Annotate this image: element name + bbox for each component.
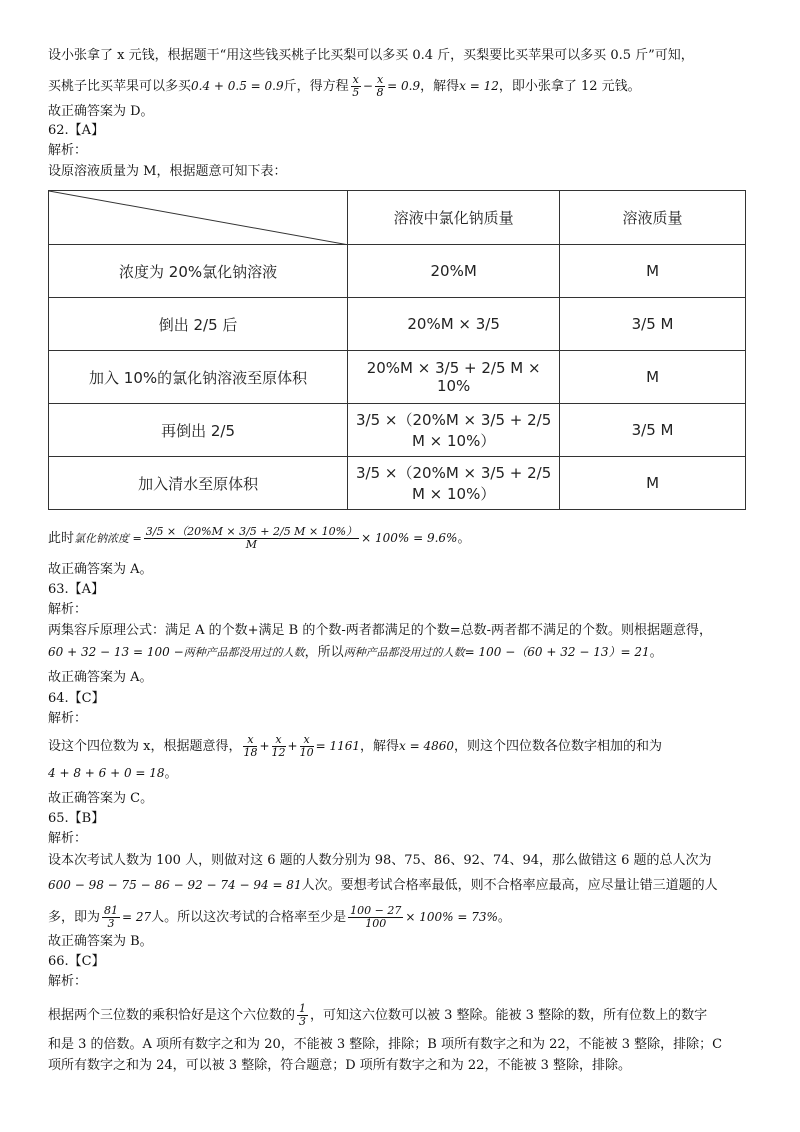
formula: x = 12 [459, 79, 499, 93]
text-span: 买桃子比买苹果可以多买 [48, 79, 192, 94]
numerator: 100 − 27 [350, 904, 402, 917]
text-span: 根据两个三位数的乘积恰好是这个六位数的 [48, 1008, 296, 1023]
text-span: 此时 [48, 531, 75, 546]
text-span: ，即小张拿了 12 元钱。 [498, 79, 641, 94]
text-line [48, 1003, 707, 1028]
denominator: 3 [299, 1015, 307, 1028]
question-number: 64.【C】 [48, 691, 105, 706]
formula-label: 氯化钠浓度 = [74, 532, 142, 545]
answer-line: 故正确答案为 B。 [48, 934, 153, 949]
denominator: 3 [107, 917, 115, 930]
column-header: 溶液中氯化钠质量 [348, 191, 560, 245]
text-span: 。 [497, 910, 511, 925]
question-number: 65.【B】 [48, 811, 105, 826]
solution-cell: 3/5 M [560, 298, 746, 351]
text-line: 设原溶液质量为 M，根据题意可知下表： [48, 164, 287, 179]
denominator: 10 [299, 746, 314, 759]
denominator: 100 [365, 917, 387, 930]
analysis-label: 解析： [48, 711, 88, 726]
text-span: ，则这个四位数各位数字相加的和为 [454, 739, 663, 754]
text-span: 。 [457, 531, 471, 546]
table-row [49, 351, 746, 404]
solution-table [48, 190, 746, 510]
table-row [49, 298, 746, 351]
solution-cell: M [560, 457, 746, 510]
text-span: 设这个四位数为 x，根据题意得， [48, 739, 242, 754]
formula: 0.4 + 0.5 = 0.9 [191, 79, 284, 93]
fraction [144, 526, 359, 551]
table-row [49, 245, 746, 298]
text-span: ，所以 [304, 645, 344, 660]
diagonal-header-cell [49, 191, 348, 245]
text-line [48, 764, 178, 783]
column-header: 溶液质量 [560, 191, 746, 245]
analysis-label: 解析： [48, 974, 88, 989]
formula: 4 + 8 + 6 + 0 = 18 [48, 766, 165, 780]
text-span: ，可知这六位数可以被 3 整除。能被 3 整除的数，所有位数上的数字 [310, 1008, 708, 1023]
solution-cell: 3/5 M [560, 404, 746, 457]
table-row [49, 404, 746, 457]
text-line [48, 74, 641, 99]
denominator: 5 [352, 86, 360, 99]
analysis-label: 解析： [48, 602, 88, 617]
formula: 600 − 98 − 75 − 86 − 92 − 74 − 94 = 81 [48, 878, 302, 892]
numerator: 3/5 ×（20%M × 3/5 + 2/5 M × 10%） [145, 525, 358, 538]
text-span: ，解得 [360, 739, 400, 754]
question-number: 66.【C】 [48, 954, 105, 969]
mass-cell: 20%M × 3/5 [348, 298, 560, 351]
fraction [243, 734, 257, 759]
formula: × 100% = 9.6% [361, 531, 458, 545]
formula-label: 两种产品都没用过的人数 [183, 646, 305, 659]
operator: − [362, 79, 373, 93]
answer-line: 故正确答案为 D。 [48, 104, 154, 119]
answer-line: 故正确答案为 C。 [48, 791, 154, 806]
text-span: 人。所以这次考试的合格率至少是 [151, 910, 347, 925]
formula-label: 两种产品都没用过的人数 [343, 646, 465, 659]
denominator: 8 [376, 86, 384, 99]
numerator: x [300, 734, 314, 747]
text-span: 多，即为 [48, 910, 101, 925]
numerator: 1 [299, 1002, 307, 1015]
mass-cell: 20%M [348, 245, 560, 298]
text-span: ，解得 [420, 79, 460, 94]
question-number: 62.【A】 [48, 123, 105, 138]
text-line: 两集容斥原理公式：满足 A 的个数+满足 B 的个数-两者都满足的个数=总数-两者都不满足的个数。则根据题意得， [48, 623, 713, 638]
table-row [49, 457, 746, 510]
table-header-row [49, 191, 746, 245]
fraction [272, 734, 286, 759]
fraction [348, 905, 403, 930]
text-line: 和是 3 的倍数。A 项所有数字之和为 20，不能被 3 整除，排除；B 项所有数字之和为 22，不能被 3 整除，排除；C [48, 1037, 723, 1052]
formula: x = 4860 [399, 739, 455, 753]
question-number: 63.【A】 [48, 582, 105, 597]
mass-cell: 20%M × 3/5 + 2/5 M × 10% [348, 351, 560, 404]
diagonal-line [49, 191, 349, 245]
analysis-label: 解析： [48, 143, 88, 158]
fraction [297, 1003, 308, 1028]
text-line: 设小张拿了 x 元钱，根据题干“用这些钱买桃子比买梨可以多买 0.4 斤，买梨要比买苹果可以多买 0.5 斤”可知， [48, 48, 694, 63]
formula: 60 + 32 − 13 = 100 − [48, 645, 184, 659]
analysis-label: 解析： [48, 831, 88, 846]
row-label: 加入清水至原体积 [49, 457, 348, 510]
text-span: 人次。要想考试合格率最低，则不合格率应最高，应尽量让错三道题的人 [301, 878, 718, 893]
mass-cell: 3/5 ×（20%M × 3/5 + 2/5 M × 10%） [348, 457, 560, 510]
answer-line: 故正确答案为 A。 [48, 670, 153, 685]
fraction [300, 734, 314, 759]
denominator: 12 [271, 746, 286, 759]
text-line: 设这个四位数为 x，根据题意得， $\frac{x}{18}$ + $\frac{x}{12}$ + $\frac{x}{10}$ = 1161，解得x = 4860，则这个四位数各位数字相加的和为 [48, 733, 663, 759]
text-line [48, 643, 663, 662]
answer-line: 故正确答案为 A。 [48, 562, 153, 577]
formula: = 100 −（60 + 32 − 13）= 21 [464, 645, 650, 659]
numerator: 81 [104, 904, 119, 917]
text-line: 设本次考试人数为 100 人，则做对这 6 题的人数分别为 98、75、86、92、74、94，那么做错这 6 题的总人次为 [48, 853, 712, 868]
denominator: M [245, 538, 258, 551]
denominator: 18 [243, 746, 258, 759]
text-span: 。 [649, 645, 663, 660]
formula: = 0.9 [387, 79, 421, 93]
numerator: x [272, 734, 286, 747]
text-span: 斤，得方程 [283, 79, 349, 94]
fraction [375, 74, 385, 99]
row-label: 加入 10%的氯化钠溶液至原体积 [49, 351, 348, 404]
row-label: 再倒出 2/5 [49, 404, 348, 457]
text-span: 。 [164, 766, 178, 781]
text-line [48, 905, 511, 930]
formula: = 1161 [315, 739, 361, 753]
formula: × 100% = 73% [405, 910, 498, 924]
text-line: 项所有数字之和为 24，可以被 3 整除，符合题意；D 项所有数字之和为 22，不能被 3 整除，排除。 [48, 1058, 631, 1073]
text-line [48, 526, 470, 551]
solution-cell: M [560, 351, 746, 404]
solution-cell: M [560, 245, 746, 298]
formula: = 27 [122, 910, 152, 924]
row-label: 浓度为 20%氯化钠溶液 [49, 245, 348, 298]
numerator: x [376, 73, 384, 86]
fraction [351, 74, 361, 99]
fraction [102, 905, 120, 930]
mass-cell: 3/5 ×（20%M × 3/5 + 2/5 M × 10%） [348, 404, 560, 457]
text-line [48, 876, 718, 895]
numerator: x [352, 73, 359, 86]
row-label: 倒出 2/5 后 [49, 298, 348, 351]
numerator: x [243, 734, 257, 747]
